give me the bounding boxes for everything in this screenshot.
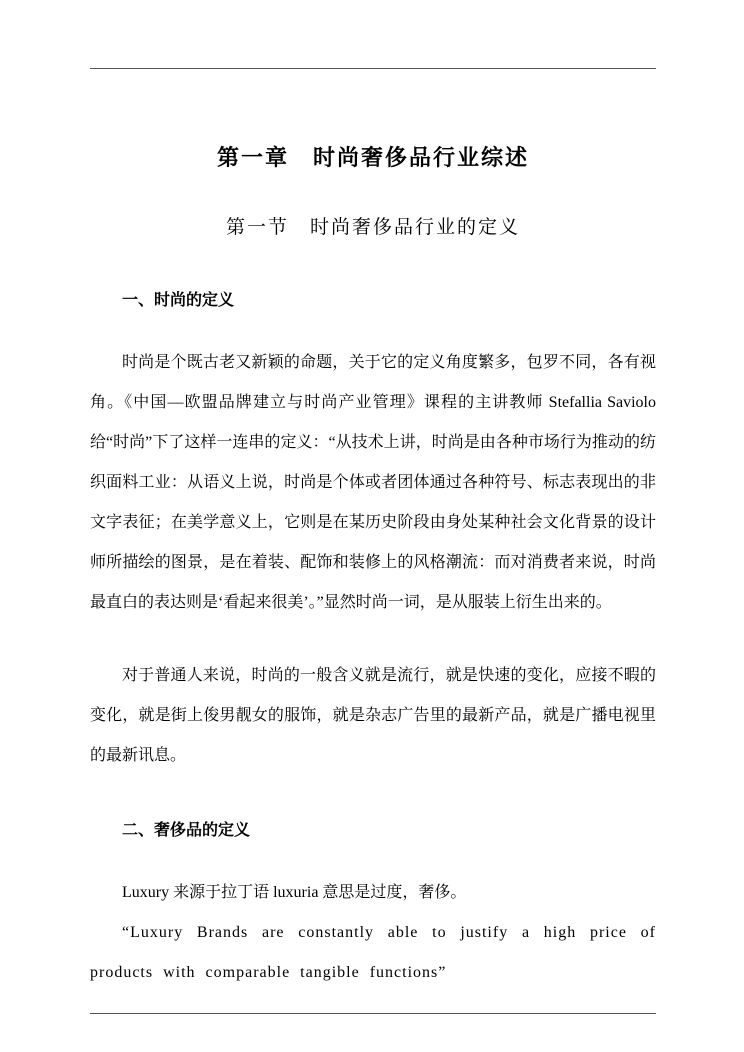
footer-rule xyxy=(90,1013,656,1014)
paragraph-luxury-origin: Luxury 来源于拉丁语 luxuria 意思是过度，奢侈。 xyxy=(122,884,467,901)
paragraph-fashion-common-meaning: 对于普通人来说，时尚的一般含义就是流行，就是快速的变化，应接不暇的变化，就是街上俊男靓女的服饰，就是杂志广告里的最新产品，就是广播电视里的最新讯息。 xyxy=(90,667,656,764)
subsection-heading-fashion-definition: 一、时尚的定义 xyxy=(122,292,235,309)
paragraph-luxury-quote: “Luxury Brands are constantly able to justify a high price of products with comparable tangible functions” xyxy=(90,924,656,981)
document-body xyxy=(90,68,656,993)
subsection-heading-luxury-definition: 二、奢侈品的定义 xyxy=(122,822,251,839)
chapter-title: 第一章 时尚奢侈品行业综述 xyxy=(216,145,529,170)
section-title: 第一节 时尚奢侈品行业的定义 xyxy=(225,217,520,238)
paragraph-fashion-definition: 时尚是个既古老又新颖的命题，关于它的定义角度繁多，包罗不同，各有视角。《中国—欧盟品牌建立与时尚产业管理》课程的主讲教师 Stefallia Saviolo 给“时尚”下了这样一连串的定义：“从技术上讲，时尚是由各种市场行为推动的纺织面料工业：从语义上说，时尚是个体或者团体通过各种符号、标志表现出的非文字表征；在美学意义上，它则是在某历史阶段由身处某种社会文化背景的设计师所描绘的图景，是在着装、配饰和装修上的风格潮流：而对消费者来说，时尚最直白的表达则是‘看起来很美’。”显然时尚一词，是从服装上衍生出来的。 xyxy=(90,354,656,611)
